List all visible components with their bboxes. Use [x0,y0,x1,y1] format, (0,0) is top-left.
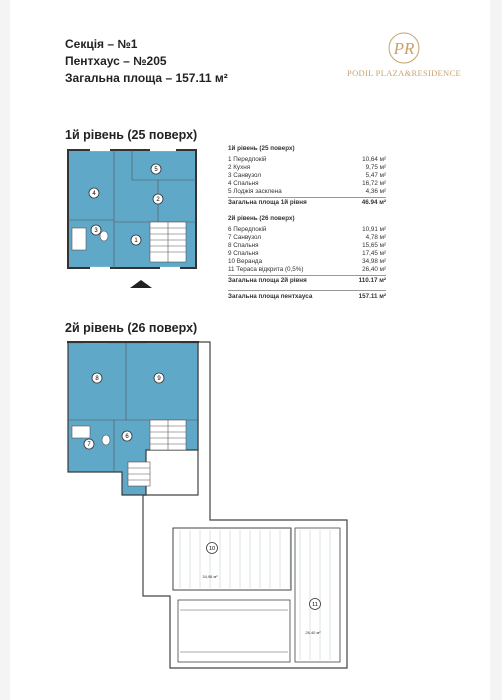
room-row: 6 Передпокій 10,91 м² [228,226,386,233]
room-number-5 [151,164,161,174]
level1-total-row: Загальна площа 1й рівня 46.94 м² [228,199,386,206]
room-row: 3 Санвузол 5,47 м² [228,172,386,179]
entrance-arrow-icon [130,280,152,288]
level2-plan [68,342,347,668]
level2-title: 2й рівень (26 поверх) [65,321,198,335]
logo-monogram: PR [393,39,415,58]
total-area-label: Загальна площа – 157.11 м² [65,71,228,85]
grand-total-row: Загальна площа пентхауса 157.11 м² [228,290,386,301]
floor-plans [10,0,490,700]
room-row: 2 Кухня 9,75 м² [228,164,386,171]
svg-text:10: 10 [208,546,216,552]
room-row: 11 Тераса відкрита (0,5%) 26,40 м² [228,266,386,273]
room-number-10 [207,543,218,554]
level1-plan [68,150,196,288]
room-row: 8 Спальня 15,65 м² [228,242,386,249]
room-row: 9 Спальня 17,45 м² [228,250,386,257]
room-row: 7 Санвузол 4,78 м² [228,234,386,241]
room-number-4 [89,188,99,198]
svg-text:5: 5 [154,167,158,173]
terrace-area-label: 26,40 м² [305,630,321,635]
room-number-1 [131,235,141,245]
level2-total-row: Загальна площа 2й рівня 110.17 м² [228,277,386,284]
svg-text:2: 2 [156,197,160,203]
room-row: 10 Веранда 34,98 м² [228,258,386,265]
svg-text:3: 3 [94,228,98,234]
room-number-7 [84,439,94,449]
room-row: 1 Передпокій 10,64 м² [228,156,386,163]
room-number-2 [153,194,163,204]
veranda-area-label: 34,98 м² [202,574,218,579]
room-row: 5 Лоджія засклена 4,36 м² [228,188,386,195]
svg-text:4: 4 [92,191,96,197]
room-number-11 [310,599,321,610]
level1-subtitle: 1й рівень (25 поверх) [228,145,295,152]
svg-text:7: 7 [87,442,91,448]
room-number-8 [92,373,102,383]
svg-text:8: 8 [95,376,99,382]
level2-subtitle: 2й рівень (26 поверх) [228,215,295,222]
svg-text:1: 1 [134,238,138,244]
svg-text:11: 11 [312,602,318,608]
section-label: Секція – №1 [65,37,138,51]
room-number-3 [91,225,101,235]
room-number-6 [122,431,132,441]
svg-text:9: 9 [157,376,161,382]
room-row: 4 Спальня 16,72 м² [228,180,386,187]
logo-text: PODIL PLAZA&RESIDENCE [347,68,461,78]
floor-plan-page [10,0,490,700]
room-number-9 [154,373,164,383]
level1-title: 1й рівень (25 поверх) [65,128,198,142]
penthouse-label: Пентхаус – №205 [65,54,167,68]
svg-text:6: 6 [125,434,129,440]
